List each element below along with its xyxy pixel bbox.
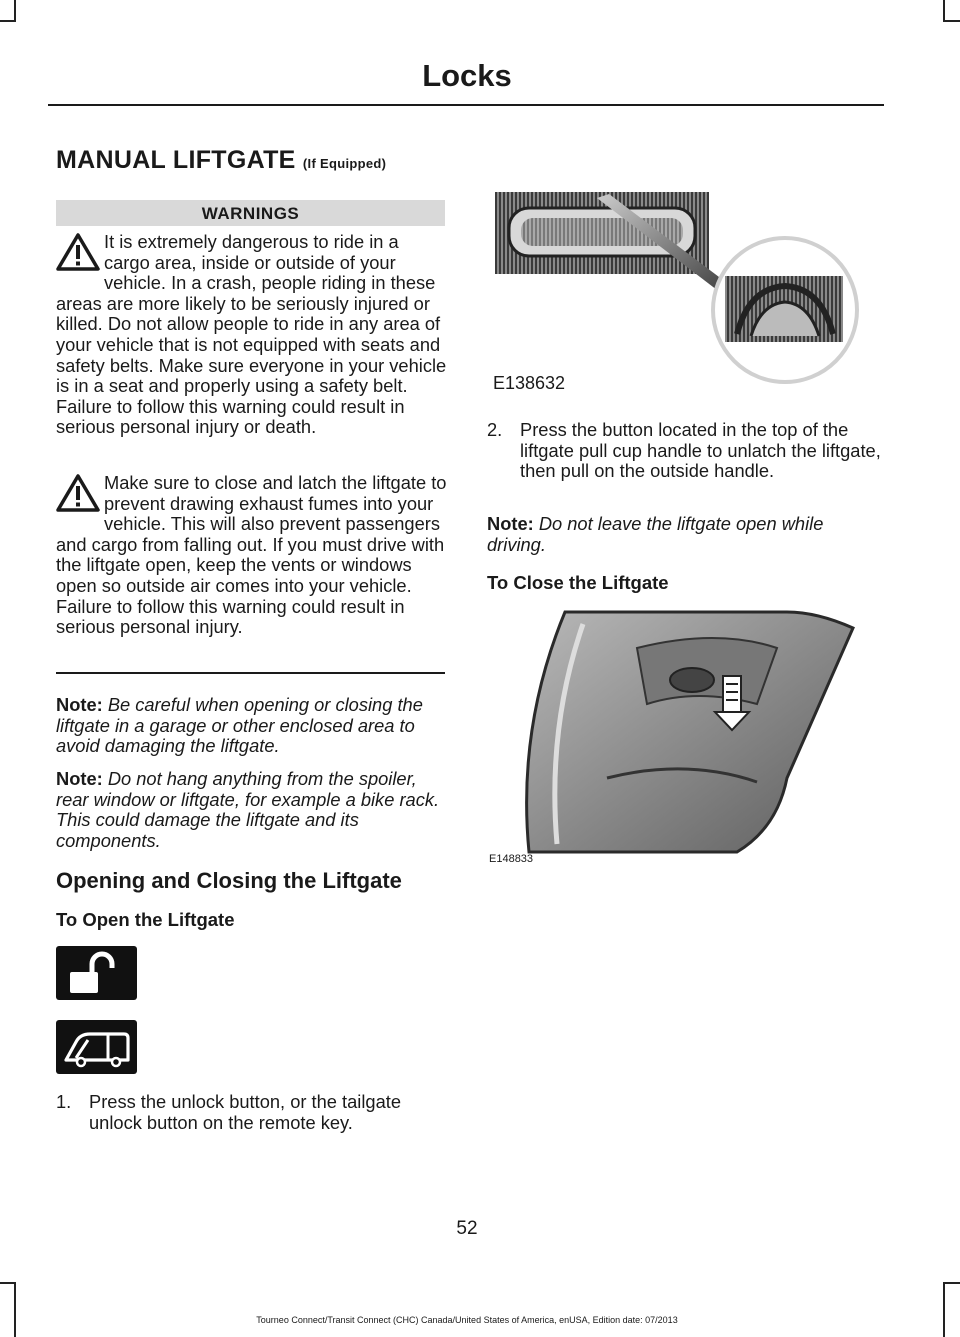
crop-mark [943,20,960,22]
figure-code: E138632 [493,373,566,393]
crop-mark [943,0,945,22]
close-liftgate-heading: To Close the Liftgate [487,572,669,593]
warning-icon-holder [56,232,104,292]
warnings-divider [56,672,445,674]
warning-triangle-icon [56,232,100,272]
header-divider [48,104,884,106]
subsection-title: Opening and Closing the Liftgate [56,868,402,893]
warning-triangle-icon [56,473,100,513]
figure-code: E148833 [489,853,534,865]
note-text: Do not leave the liftgate open while driving. [487,513,824,555]
note-text: Do not hang anything from the spoiler, rear window or liftgate, for example a bike rack. This could damage the liftgate and its components. [56,768,440,851]
liftgate-close-illustration [487,608,857,866]
liftgate-handle-figure [487,184,887,394]
crop-mark [0,20,16,22]
warning-text: Make sure to close and latch the liftgate to prevent drawing exhaust fumes into your vehicle. This will also prevent passengers and cargo from falling out. If you must drive with the liftgate open, keep the vents or windows open so outside air comes into your vehicle. Failure to follow this warning could result in serious personal injury. [56,472,447,638]
crop-mark [943,1282,960,1284]
crop-mark [14,1282,16,1337]
step-text: Press the button located in the top of the liftgate pull cup handle to unlatch the liftgate, then pull on the outside handle. [520,419,881,482]
note [487,514,879,555]
van-tailgate-unlock-icon [56,1020,137,1074]
step-number: 1. [56,1091,72,1112]
warning-item [56,232,448,438]
note [56,695,448,757]
note-label: Note: [487,513,534,534]
warning-text: It is extremely dangerous to ride in a cargo area, inside or outside of your vehicle. In a crash, people riding in these areas are more likely to be seriously injured or killed. Do not allow people to ride in any area of your vehicle that is not equipped with seats and safety belts. Make sure everyone in your vehicle is in a seat and properly using a safety belt. Failure to follow this warning could result in serious personal injury or death. [56,231,447,438]
section-title-text: MANUAL LIFTGATE [56,146,296,174]
warning-item [56,473,448,638]
step-item [56,1092,448,1133]
liftgate-handle-illustration [487,184,887,394]
page-number: 52 [456,1218,478,1239]
warnings-heading: WARNINGS [56,200,445,226]
crop-mark [0,1282,16,1284]
note-text: Be careful when opening or closing the liftgate in a garage or other enclosed area to avoid damaging the liftgate. [56,694,423,757]
unlock-button-graphic [56,946,137,1000]
tailgate-unlock-button-graphic [56,1020,137,1074]
liftgate-close-figure [487,608,857,866]
note-label: Note: [56,694,103,715]
step-number: 2. [487,419,503,440]
crop-mark [943,1282,945,1337]
note-label: Note: [56,768,103,789]
step-item [487,420,882,482]
open-liftgate-heading: To Open the Liftgate [56,909,235,930]
unlock-padlock-icon [56,946,137,1000]
note [56,769,448,851]
page-header-title: Locks [422,58,512,93]
section-qualifier: (If Equipped) [302,156,387,171]
page-footer: Tourneo Connect/Transit Connect (CHC) Canada/United States of America, enUSA, Edition date: 07/2013 [256,1315,678,1325]
warning-icon-holder [56,473,104,533]
section-title [56,146,386,175]
crop-mark [14,0,16,22]
step-text: Press the unlock button, or the tailgate unlock button on the remote key. [89,1091,401,1133]
